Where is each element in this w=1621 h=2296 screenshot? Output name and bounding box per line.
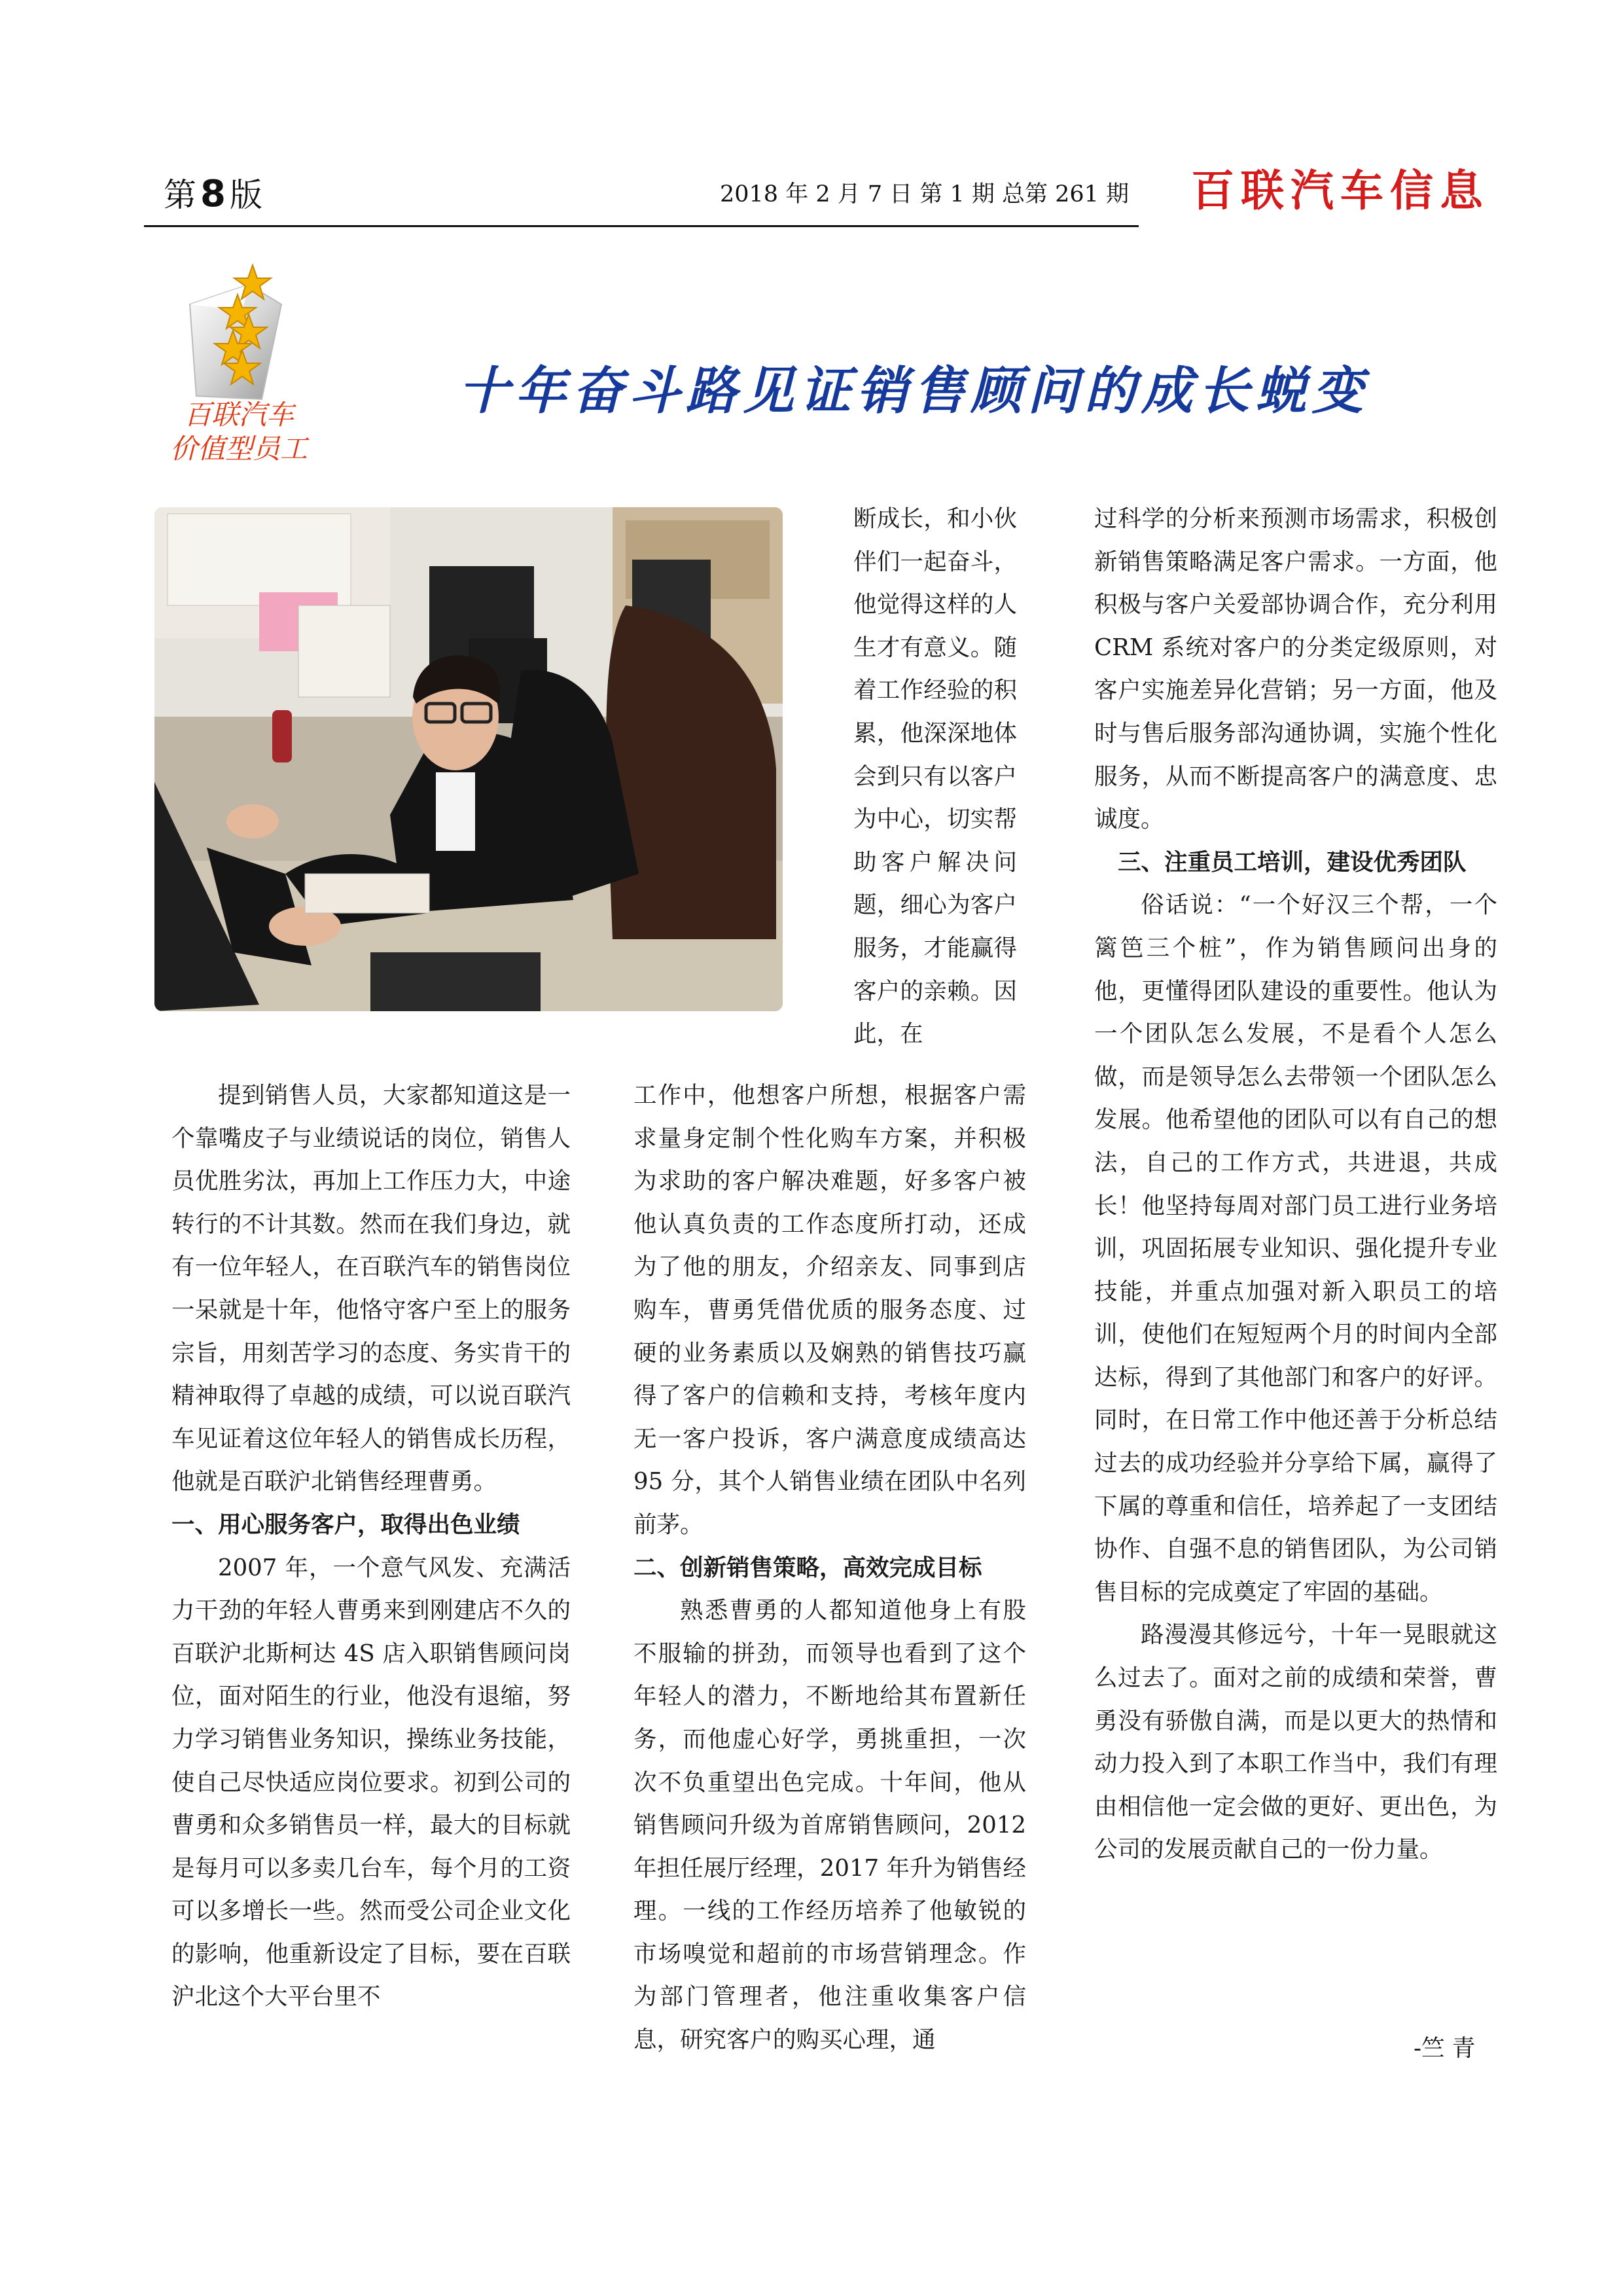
page-number: 8 <box>200 173 226 215</box>
article-column-left <box>171 1074 571 2018</box>
closing-paragraph: 路漫漫其修远兮，十年一晃眼就这么过去了。面对之前的成绩和荣誉，曹勇没有骄傲自满，而是以更大的热情和动力投入到了本职工作当中，我们有理由相信他一定会做的更好、更出色，为公司的发展贡献自己的一份力量。 <box>1094 1621 1497 1863</box>
masthead-rule <box>144 225 1139 227</box>
page-suffix: 版 <box>229 176 262 214</box>
article-paragraph: 断成长，和小伙伴们一起奋斗，他觉得这样的人生才有意义。随着工作经验的积累，他深深地体会到只有以客户为中心，切实帮助客户解决问题，细心为客户服务，才能赢得客户的亲赖。因此，在 <box>853 505 1017 1048</box>
section-3-paragraph: 俗话说：“一个好汉三个帮，一个篱笆三个桩”，作为销售顾问出身的他，更懂得团队建设的重要性。他认为一个团队怎么发展，不是看个人怎么做，而是领导怎么去带领一个团队怎么发展。他希望他的团队可以有自己的想法，自己的工作方式，共进退，共成长！他坚持每周对部门员工进行业务培训，巩固拓展专业知识、强化提升专业技能，并重点加强对新入职员工的培训，使他们在短短两个月的时间内全部达标，得到了其他部门和客户的好评。同时，在日常工作中他还善于分析总结过去的成功经验并分享给下属，赢得了下属的尊重和信任，培养起了一支团结协作、自强不息的销售团队，为公司销售目标的完成奠定了牢固的基础。 <box>1094 891 1497 1605</box>
newspaper-name: 百联汽车信息 <box>1191 166 1489 216</box>
article-headline: 十年奋斗路见证销售顾问的成长蜕变 <box>458 361 1370 421</box>
article-column-aside <box>853 497 1017 1056</box>
issue-info: 2018 年 2 月 7 日 第 1 期 总第 261 期 <box>720 181 1130 207</box>
intro-paragraph: 提到销售人员，大家都知道这是一个靠嘴皮子与业绩说话的岗位，销售人员优胜劣汰，再加上工作压力大，中途转行的不计其数。然而在我们身边，就有一位年轻人，在百联汽车的销售岗位一呆就是十年，他恪守客户至上的服务宗旨，用刻苦学习的态度、务实肯干的精神取得了卓越的成绩，可以说百联汽车见证着这位年轻人的销售成长历程，他就是百联沪北销售经理曹勇。 <box>171 1082 571 1496</box>
page-number-label <box>164 171 262 218</box>
salesman-office-photo <box>154 507 783 1011</box>
article-column-right <box>1094 497 1497 1871</box>
badge-caption <box>147 398 330 466</box>
section-2-heading: 二、创新销售策略，高效完成目标 <box>633 1554 982 1581</box>
page-prefix: 第 <box>164 176 196 214</box>
badge-line-1: 百联汽车 <box>183 399 294 431</box>
article-column-middle <box>633 1074 1026 2062</box>
section-1-paragraph: 2007 年，一个意气风发、充满活力干劲的年轻人曹勇来到刚建店不久的百联沪北斯柯达 4S 店入职销售顾问岗位，面对陌生的行业，他没有退缩，努力学习销售业务知识，操练业务技能，使自己尽快适应岗位要求。初到公司的曹勇和众多销售员一样，最大的目标就是每月可以多卖几台车，每个月的工资可以多增长一些。然而受公司企业文化的影响，他重新设定了目标，要在百联沪北这个大平台里不 <box>171 1554 571 2011</box>
article-paragraph: 过科学的分析来预测市场需求，积极创新销售策略满足客户需求。一方面，他积极与客户关爱部协调合作，充分利用 CRM 系统对客户的分类定级原则，对客户实施差异化营销；另一方面，他及时与售后服务部沟通协调，实施个性化服务，从而不断提高客户的满意度、忠诚度。 <box>1094 505 1497 833</box>
badge-line-2: 价值型员工 <box>169 433 308 465</box>
author-signature: -竺 青 <box>1414 2035 1476 2062</box>
section-1-heading: 一、用心服务客户，取得出色业绩 <box>171 1511 520 1538</box>
article-paragraph: 工作中，他想客户所想，根据客户需求量身定制个性化购车方案，并积极为求助的客户解决难题，好多客户被他认真负责的工作态度所打动，还成为了他的朋友，介绍亲友、同事到店购车，曹勇凭借优质的服务态度、过硬的业务素质以及娴熟的销售技巧赢得了客户的信赖和支持，考核年度内无一客户投诉，客户满意度成绩高达 95 分，其个人销售业绩在团队中名列前茅。 <box>633 1082 1026 1538</box>
section-3-heading: 三、注重员工培训，建设优秀团队 <box>1118 848 1467 876</box>
section-2-paragraph: 熟悉曹勇的人都知道他身上有股不服输的拼劲，而领导也看到了这个年轻人的潜力，不断地给其布置新任务，而他虚心好学，勇挑重担，一次次不负重望出色完成。十年间，他从销售顾问升级为首席销售顾问，2012 年担任展厅经理，2017 年升为销售经理。一线的工作经历培养了他敏锐的市场嗅觉和超前的市场营销理念。作为部门管理者，他注重收集客户信息，研究客户的购买心理，通 <box>633 1597 1026 2054</box>
